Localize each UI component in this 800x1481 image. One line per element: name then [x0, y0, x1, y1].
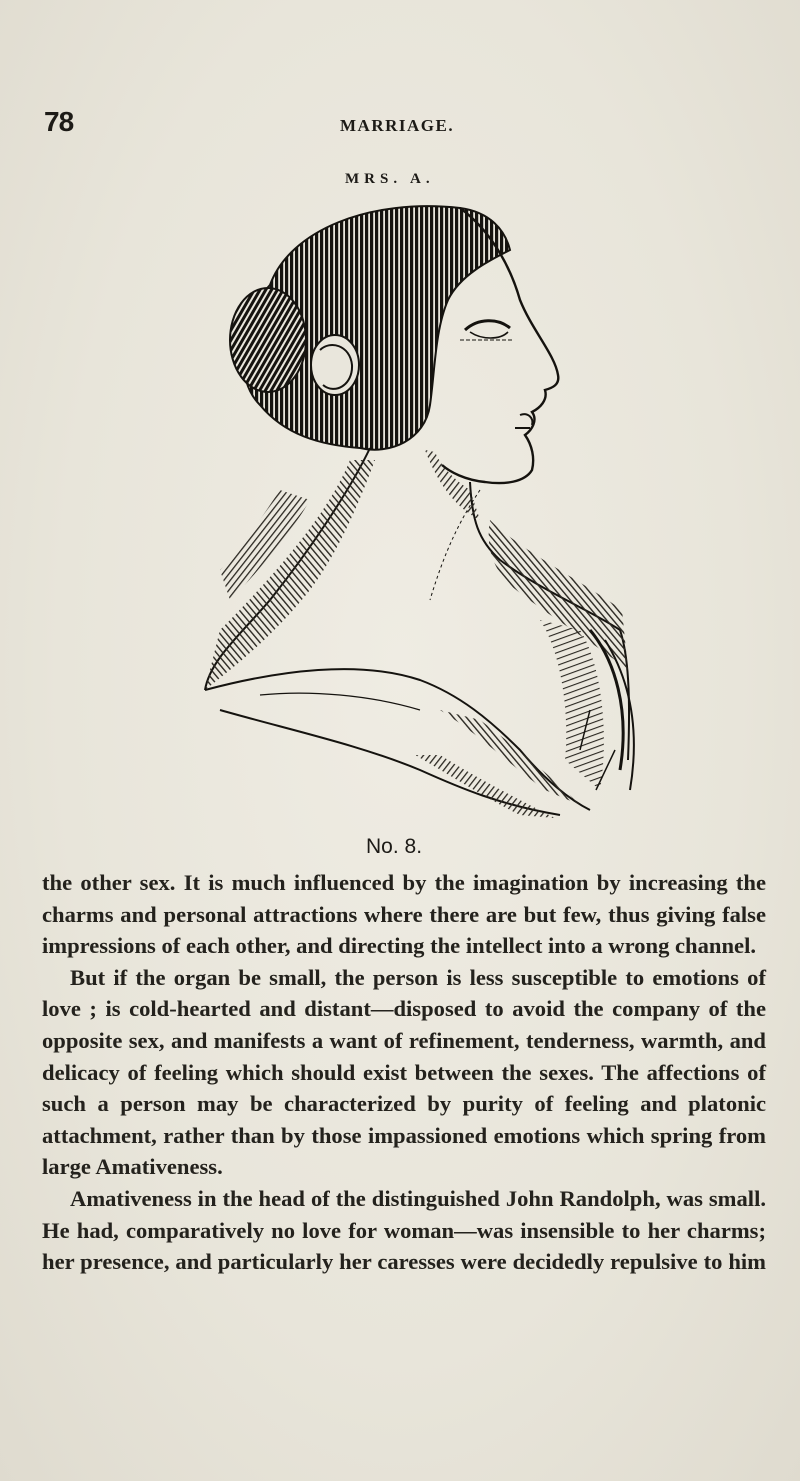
paragraph-3: Amativeness in the head of the distinguished John Randolph, was small. He had, comparatively no love for woman—was insensible to her charms; her presence, and particularly her caresses were decidedly repulsive to him — [42, 1185, 766, 1275]
running-head: MARRIAGE. — [340, 116, 455, 135]
paragraph-2: But if the organ be small, the person is less susceptible to emotions of love ; is cold-hearted and distant—disposed to avoid the company of the opposite sex, and manifests a want of refinement, tenderness, warmth, and delicacy of feeling which should exist between the sexes. The affections of such a person may be characterized by purity of feeling and platonic attachment, rather than by those impassioned emotions which spring from large Amativeness. — [42, 964, 766, 1180]
page-number: 78 — [44, 106, 74, 137]
paragraph-1: the other sex. It is much influenced by the imagination by increasing the charms and personal attractions where there are but few, thus giving false impressions of each other, and directing the intellect into a wrong channel. — [42, 870, 766, 959]
figure-caption: No. 8. — [366, 835, 423, 858]
body-text — [42, 867, 766, 1278]
engraved-profile-portrait — [160, 190, 650, 830]
portrait-title: MRS. A. — [345, 171, 435, 187]
